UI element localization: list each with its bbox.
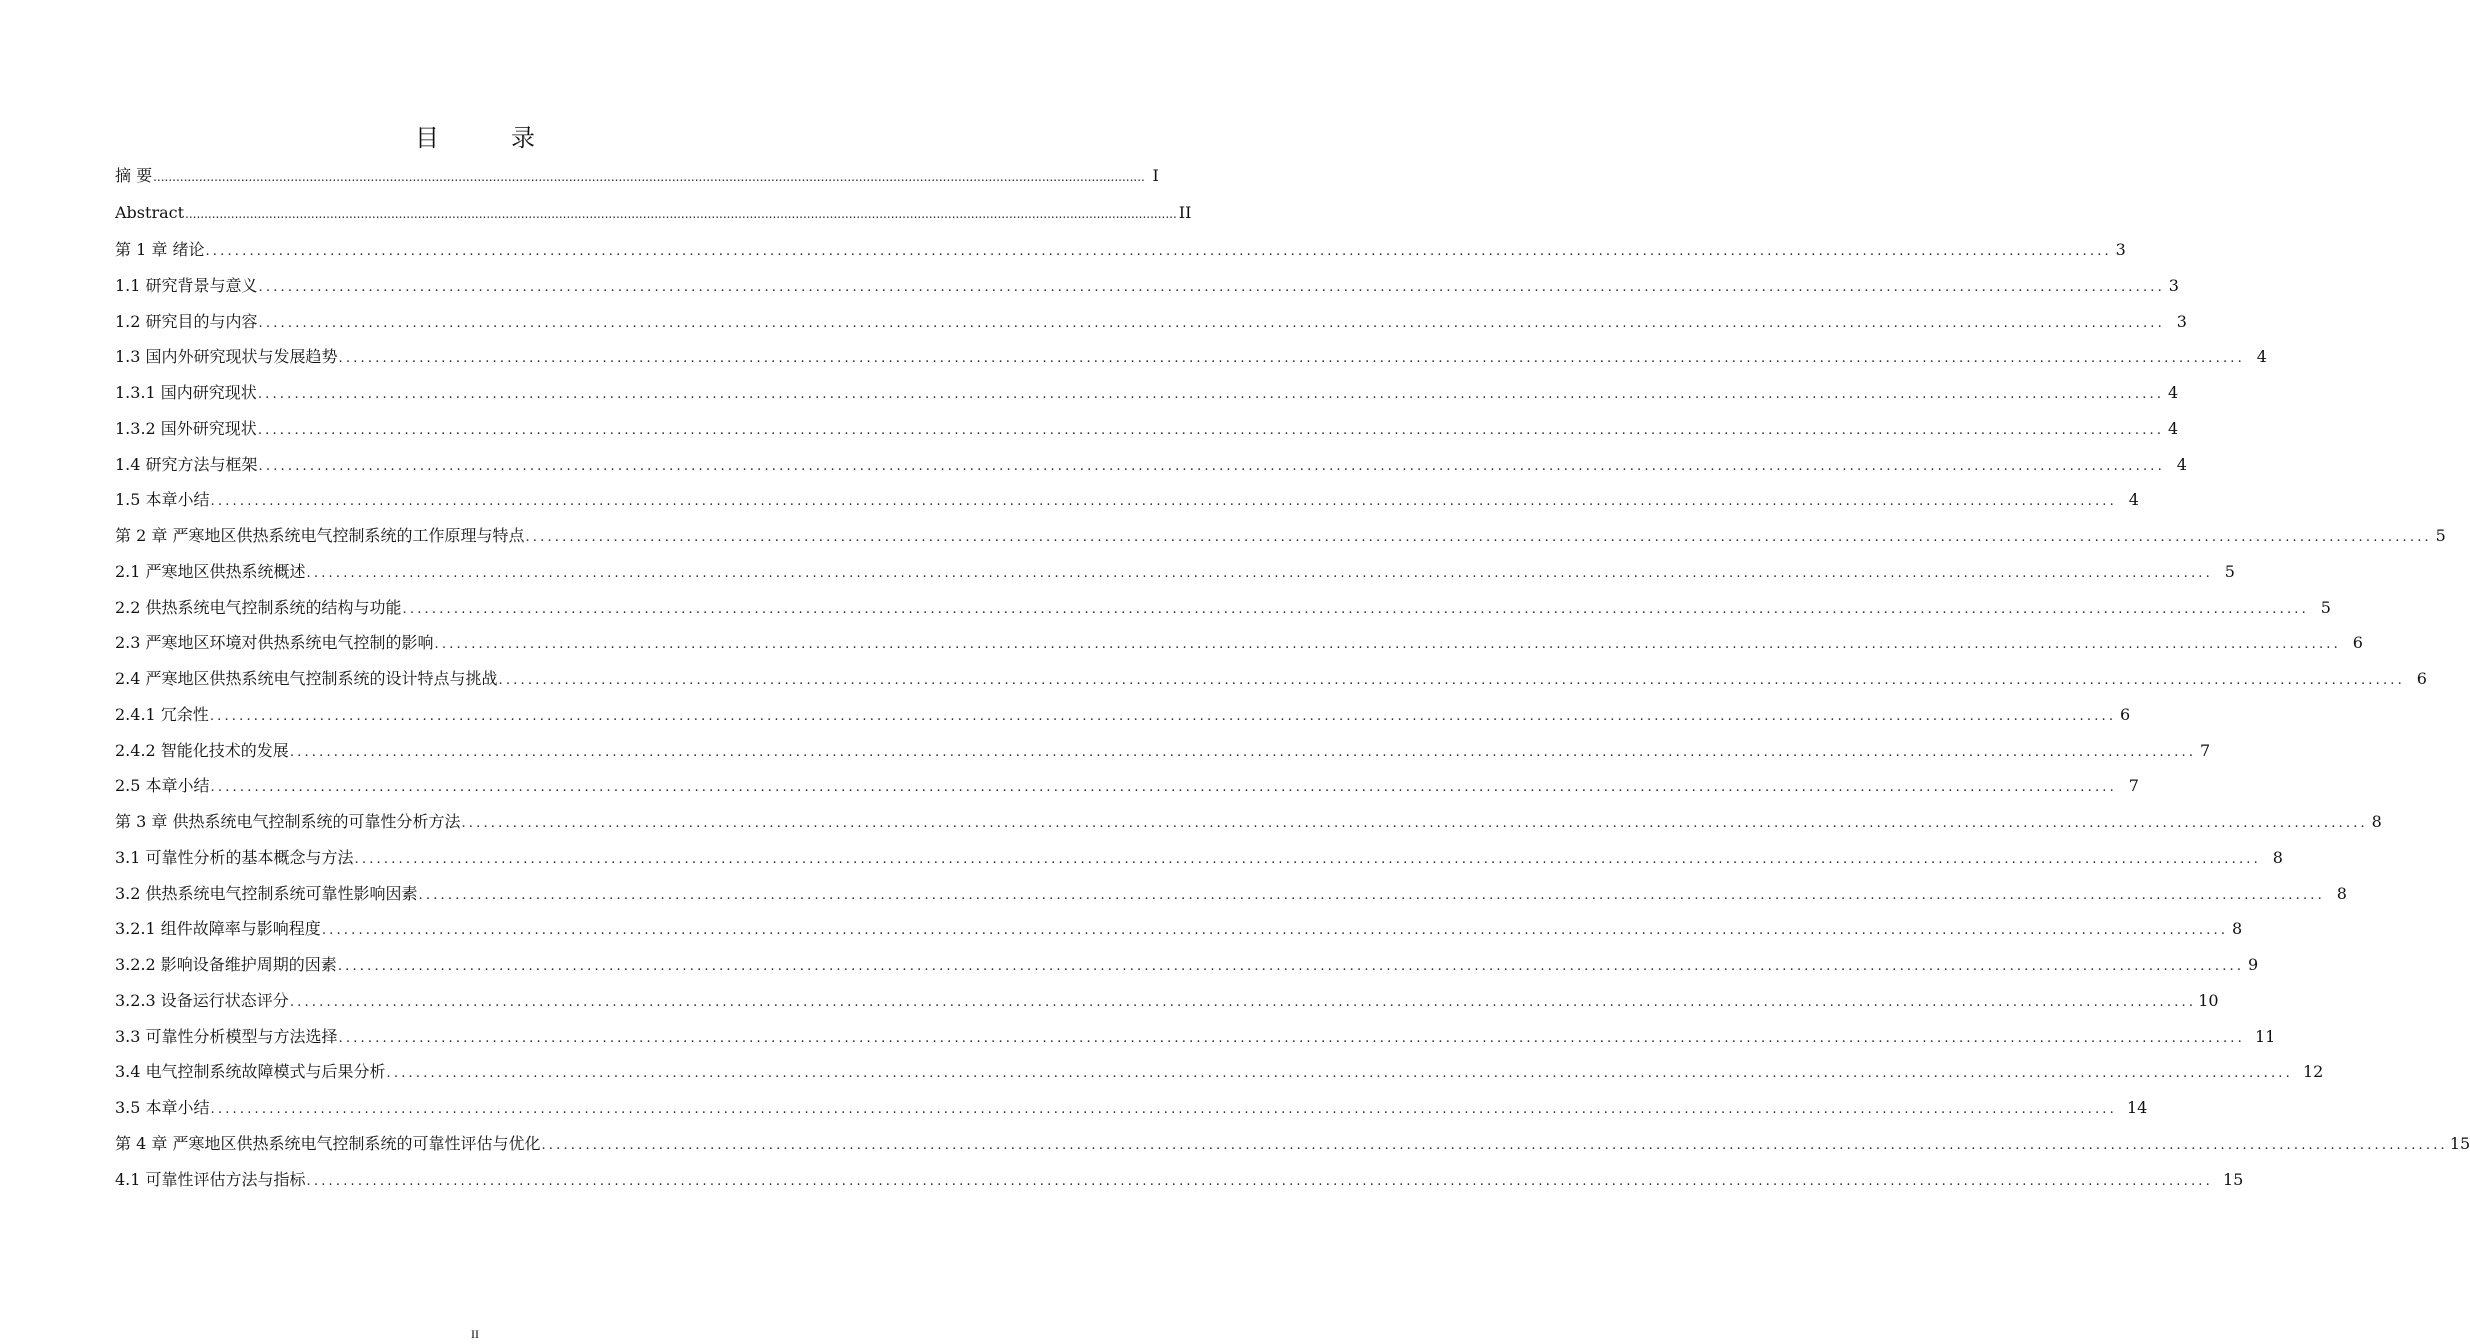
toc-dot-leader: .................................................................................................................................................................................................................................................................... bbox=[185, 207, 1177, 221]
toc-dot-leader: .................................................................................................................................................................................................................................................................... bbox=[258, 458, 2165, 474]
toc-entry[interactable] bbox=[115, 665, 2427, 701]
toc-entry-label: 3.2.2 影响设备维护周期的因素 bbox=[115, 955, 337, 974]
toc-dot-leader: .................................................................................................................................................................................................................................................................... bbox=[418, 887, 2325, 903]
toc-dot-leader: .................................................................................................................................................................................................................................................................... bbox=[289, 994, 2197, 1010]
toc-dot-leader: .................................................................................................................................................................................................................................................................... bbox=[257, 422, 2165, 438]
toc-entry[interactable] bbox=[115, 379, 2179, 415]
toc-dot-leader: .................................................................................................................................................................................................................................................................... bbox=[338, 351, 2245, 367]
toc-entry[interactable] bbox=[115, 486, 2139, 522]
toc-entry-page-number: 8 bbox=[2336, 883, 2347, 903]
toc-entry-label: 2.2 供热系统电气控制系统的结构与功能 bbox=[115, 597, 402, 617]
toc-entry-page-number: 5 bbox=[2435, 526, 2446, 545]
toc-entry-page-number: 5 bbox=[2224, 561, 2235, 581]
toc-entry-page-number: II bbox=[1178, 203, 1192, 222]
toc-entry[interactable] bbox=[115, 522, 2446, 558]
toc-entry-page-number: 14 bbox=[2126, 1098, 2148, 1117]
toc-entry-page-number: 9 bbox=[2248, 955, 2259, 974]
toc-entry-page-number: 4 bbox=[2168, 418, 2179, 438]
toc-entry[interactable] bbox=[115, 558, 2235, 594]
toc-dot-leader: .................................................................................................................................................................................................................................................................... bbox=[434, 637, 2341, 653]
toc-dot-leader: .................................................................................................................................................................................................................................................................... bbox=[258, 279, 2165, 295]
toc-entry-label: 2.4.2 智能化技术的发展 bbox=[115, 740, 289, 760]
toc-entry-label: 4.1 可靠性评估方法与指标 bbox=[115, 1169, 306, 1189]
toc-dot-leader: .................................................................................................................................................................................................................................................................... bbox=[210, 780, 2117, 796]
page-title: 目 录 bbox=[415, 124, 559, 152]
toc-entry-page-number: 4 bbox=[2176, 454, 2187, 474]
toc-entry-page-number: 4 bbox=[2128, 490, 2139, 510]
toc-entry[interactable] bbox=[115, 1058, 2324, 1094]
toc-entry-label: 1.3.1 国内研究现状 bbox=[115, 383, 257, 402]
toc-entry-label: 1.1 研究背景与意义 bbox=[115, 275, 258, 295]
toc-entry-page-number: 6 bbox=[2416, 669, 2427, 688]
toc-entry-label: 第 3 章 供热系统电气控制系统的可靠性分析方法 bbox=[115, 812, 461, 831]
toc-entry-page-number: 4 bbox=[2168, 383, 2179, 402]
toc-entry-label: Abstract bbox=[115, 203, 185, 222]
toc-entry-page-number: 15 bbox=[2449, 1133, 2470, 1153]
toc-entry[interactable] bbox=[115, 343, 2267, 379]
toc-entry-page-number: 3 bbox=[2176, 311, 2187, 331]
toc-dot-leader: .................................................................................................................................................................................................................................................................... bbox=[461, 816, 2368, 831]
toc-entry-label: 摘 要 bbox=[115, 166, 153, 185]
toc-entry-label: 2.4.1 冗余性 bbox=[115, 704, 209, 724]
toc-entry[interactable] bbox=[115, 844, 2283, 880]
toc-dot-leader: .................................................................................................................................................................................................................................................................... bbox=[321, 923, 2229, 939]
toc-entry[interactable] bbox=[115, 915, 2243, 951]
toc-dot-leader: .................................................................................................................................................................................................................................................................... bbox=[257, 387, 2165, 402]
toc-entry-page-number: 12 bbox=[2302, 1062, 2324, 1082]
toc-entry[interactable] bbox=[115, 951, 2259, 987]
toc-entry[interactable] bbox=[115, 199, 1192, 236]
toc-dot-leader: .................................................................................................................................................................................................................................................................... bbox=[337, 959, 2245, 974]
toc-entry-label: 3.2.1 组件故障率与影响程度 bbox=[115, 919, 321, 939]
toc-entry-page-number: I bbox=[1152, 166, 1159, 185]
toc-entry-page-number: 4 bbox=[2256, 347, 2267, 367]
toc-entry-page-number: 11 bbox=[2254, 1026, 2276, 1046]
toc-dot-leader: .................................................................................................................................................................................................................................................................... bbox=[306, 1173, 2213, 1189]
toc-entry-page-number: 6 bbox=[2120, 704, 2131, 724]
toc-entry[interactable] bbox=[115, 236, 2126, 272]
toc-entry-label: 3.2.3 设备运行状态评分 bbox=[115, 990, 289, 1010]
toc-entry-label: 1.5 本章小结 bbox=[115, 490, 210, 510]
toc-entry-label: 2.1 严寒地区供热系统概述 bbox=[115, 561, 306, 581]
toc-entry-page-number: 7 bbox=[2128, 776, 2139, 796]
toc-entry-page-number: 3 bbox=[2115, 240, 2126, 259]
toc-entry-page-number: 15 bbox=[2222, 1169, 2244, 1189]
table-of-contents bbox=[115, 162, 2470, 1201]
toc-entry[interactable] bbox=[115, 451, 2187, 487]
toc-entry-label: 2.5 本章小结 bbox=[115, 776, 210, 796]
toc-entry[interactable] bbox=[115, 1094, 2148, 1130]
toc-dot-leader: .................................................................................................................................................................................................................................................................... bbox=[258, 315, 2165, 331]
toc-dot-leader: .................................................................................................................................................................................................................................................................... bbox=[210, 1102, 2117, 1117]
toc-entry[interactable] bbox=[115, 737, 2211, 773]
toc-entry-page-number: 3 bbox=[2168, 275, 2179, 295]
toc-entry[interactable] bbox=[115, 308, 2187, 344]
toc-entry-label: 1.3 国内外研究现状与发展趋势 bbox=[115, 347, 338, 367]
toc-entry-label: 3.3 可靠性分析模型与方法选择 bbox=[115, 1026, 338, 1046]
toc-entry-label: 3.4 电气控制系统故障模式与后果分析 bbox=[115, 1062, 386, 1082]
toc-entry-label: 第 1 章 绪论 bbox=[115, 240, 205, 259]
toc-entry-label: 1.3.2 国外研究现状 bbox=[115, 418, 257, 438]
toc-dot-leader: .................................................................................................................................................................................................................................................................... bbox=[289, 744, 2197, 760]
toc-entry-page-number: 10 bbox=[2198, 990, 2219, 1010]
toc-dot-leader: .................................................................................................................................................................................................................................................................... bbox=[338, 1030, 2245, 1046]
toc-entry[interactable] bbox=[115, 1130, 2470, 1166]
toc-entry-label: 3.2 供热系统电气控制系统可靠性影响因素 bbox=[115, 883, 418, 903]
toc-dot-leader: .................................................................................................................................................................................................................................................................... bbox=[205, 244, 2112, 259]
toc-entry-label: 1.2 研究目的与内容 bbox=[115, 311, 258, 331]
toc-entry-page-number: 5 bbox=[2320, 597, 2331, 617]
toc-entry[interactable] bbox=[115, 162, 1159, 199]
toc-entry-label: 1.4 研究方法与框架 bbox=[115, 454, 258, 474]
toc-entry-page-number: 8 bbox=[2272, 847, 2283, 867]
toc-dot-leader: .................................................................................................................................................................................................................................................................... bbox=[354, 851, 2261, 867]
toc-dot-leader: .................................................................................................................................................................................................................................................................... bbox=[386, 1066, 2293, 1082]
toc-dot-leader: .................................................................................................................................................................................................................................................................... bbox=[541, 1137, 2448, 1153]
toc-entry[interactable] bbox=[115, 594, 2331, 630]
toc-entry-page-number: 8 bbox=[2232, 919, 2243, 939]
toc-entry[interactable] bbox=[115, 772, 2139, 808]
toc-entry[interactable] bbox=[115, 415, 2179, 451]
footer-page-number: II bbox=[471, 1327, 479, 1341]
toc-dot-leader: .................................................................................................................................................................................................................................................................... bbox=[525, 530, 2432, 545]
toc-entry[interactable] bbox=[115, 701, 2131, 737]
toc-entry[interactable] bbox=[115, 1023, 2276, 1059]
toc-entry-label: 2.4 严寒地区供热系统电气控制系统的设计特点与挑战 bbox=[115, 669, 498, 688]
toc-entry-label: 3.5 本章小结 bbox=[115, 1098, 210, 1117]
toc-dot-leader: .................................................................................................................................................................................................................................................................... bbox=[153, 170, 1145, 184]
toc-entry[interactable] bbox=[115, 1166, 2244, 1202]
toc-entry-page-number: 7 bbox=[2200, 740, 2211, 760]
toc-entry-label: 第 4 章 严寒地区供热系统电气控制系统的可靠性评估与优化 bbox=[115, 1133, 541, 1153]
toc-entry-label: 3.1 可靠性分析的基本概念与方法 bbox=[115, 847, 354, 867]
toc-dot-leader: .................................................................................................................................................................................................................................................................... bbox=[402, 601, 2309, 617]
toc-entry-page-number: 6 bbox=[2352, 633, 2363, 653]
toc-dot-leader: .................................................................................................................................................................................................................................................................... bbox=[306, 565, 2213, 581]
toc-entry-label: 2.3 严寒地区环境对供热系统电气控制的影响 bbox=[115, 633, 434, 653]
toc-dot-leader: .................................................................................................................................................................................................................................................................... bbox=[210, 494, 2117, 510]
toc-entry[interactable] bbox=[115, 987, 2219, 1023]
toc-entry-label: 第 2 章 严寒地区供热系统电气控制系统的工作原理与特点 bbox=[115, 526, 525, 545]
toc-dot-leader: .................................................................................................................................................................................................................................................................... bbox=[209, 708, 2117, 724]
toc-entry[interactable] bbox=[115, 629, 2363, 665]
toc-entry-page-number: 8 bbox=[2371, 812, 2382, 831]
toc-entry[interactable] bbox=[115, 880, 2347, 916]
toc-entry[interactable] bbox=[115, 272, 2179, 308]
toc-dot-leader: .................................................................................................................................................................................................................................................................... bbox=[498, 673, 2405, 688]
toc-entry[interactable] bbox=[115, 808, 2382, 844]
